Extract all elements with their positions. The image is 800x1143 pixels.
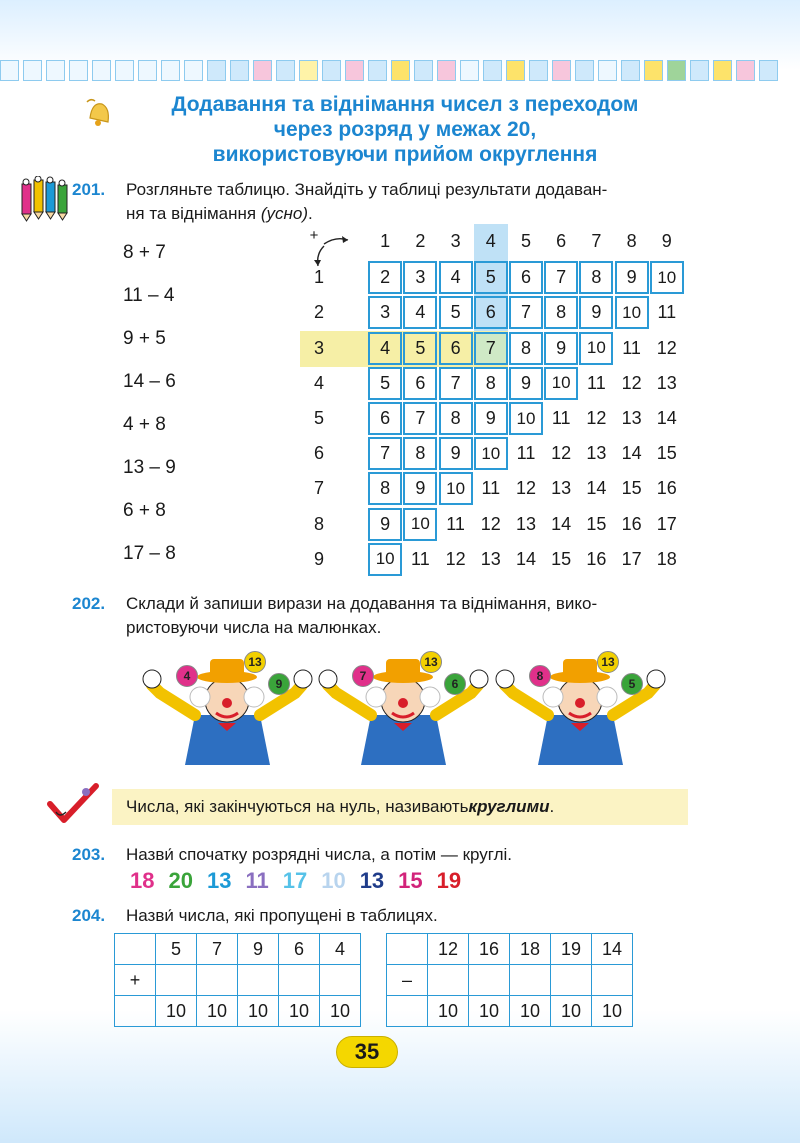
- table-cell: 15: [586, 513, 607, 534]
- table-cell: [156, 965, 197, 996]
- table-cell: 7: [474, 332, 508, 365]
- table-cell: 8: [368, 472, 402, 505]
- strip-square: [276, 60, 295, 81]
- table-cell: 10: [428, 996, 469, 1027]
- clown-figure: [140, 645, 315, 765]
- strip-square: [437, 60, 456, 81]
- table-cell: 9: [238, 934, 279, 965]
- table-cell: [469, 965, 510, 996]
- table-cell: 9: [615, 261, 649, 294]
- colored-numbers: [130, 868, 461, 894]
- title-line-3: використовуючи прийом округлення: [212, 143, 598, 166]
- strip-square: [253, 60, 272, 81]
- table-cell: 10: [156, 996, 197, 1027]
- strip-square: [460, 60, 479, 81]
- clown-figure: [493, 645, 668, 765]
- table-cell: 13: [480, 548, 501, 569]
- strip-square: [759, 60, 778, 81]
- table-cell: 10: [510, 996, 551, 1027]
- table-cell: 5: [156, 934, 197, 965]
- table-cell: 12: [515, 478, 537, 499]
- strip-square: [299, 60, 318, 81]
- table-cell: 10: [579, 332, 613, 365]
- table-cell: 7: [544, 261, 578, 294]
- table-col-header: 3: [450, 231, 461, 251]
- table-cell: 7: [509, 296, 543, 329]
- table-cell: 8: [439, 402, 473, 435]
- strip-square: [552, 60, 571, 81]
- strip-square: [667, 60, 686, 81]
- top-decorative-strip: [0, 60, 800, 81]
- table-cell: [197, 965, 238, 996]
- table-cell: 10: [403, 508, 437, 541]
- table-cell: 11: [657, 302, 677, 323]
- table-cell: [428, 965, 469, 996]
- table-cell: [510, 965, 551, 996]
- clown-icon: [140, 645, 315, 765]
- table-cell: [551, 965, 592, 996]
- table-cell: 4: [320, 934, 361, 965]
- table-cell: 7: [403, 402, 437, 435]
- colored-number: 15: [398, 868, 423, 893]
- strip-square: [115, 60, 134, 81]
- clown-figure: [316, 645, 491, 765]
- exercise-204-number: 204.: [72, 906, 106, 925]
- strip-square: [69, 60, 88, 81]
- table-cell: 12: [551, 443, 572, 464]
- exercise-203-number: 203.: [72, 845, 106, 864]
- table-cell: 16: [656, 478, 677, 499]
- expression-item: 9 + 5: [123, 328, 166, 349]
- table-cell: 7: [368, 437, 402, 470]
- table-col-header: 5: [520, 231, 531, 251]
- strip-square: [575, 60, 594, 81]
- table-row-label: 6: [313, 443, 324, 464]
- table-cell: 10: [551, 996, 592, 1027]
- table-cell: 12: [586, 408, 607, 428]
- table-cell: 14: [592, 934, 633, 965]
- table-cell: 19: [551, 934, 592, 965]
- colored-number: 17: [282, 868, 308, 893]
- expression-item: 14 – 6: [123, 371, 176, 392]
- table-cell: 10: [439, 472, 473, 505]
- strip-square: [690, 60, 709, 81]
- missing-table-minus: [386, 933, 633, 1027]
- table-cell: 6: [403, 367, 437, 400]
- page-number: 35: [336, 1036, 398, 1068]
- table-cell: 13: [621, 408, 642, 428]
- plus-sign: +: [309, 226, 319, 244]
- table-cell: [592, 965, 633, 996]
- table-col-header: 2: [415, 231, 426, 251]
- table-cell: 15: [621, 478, 642, 499]
- table-cell: 4: [403, 296, 437, 329]
- table-cell: 4: [439, 261, 473, 294]
- strip-square: [736, 60, 755, 81]
- table-sign-cell: +: [115, 965, 156, 996]
- table-cell: 9: [474, 402, 508, 435]
- strip-square: [391, 60, 410, 81]
- checkmark-icon: [46, 782, 102, 826]
- expression-item: 6 + 8: [123, 500, 166, 521]
- table-cell: 12: [621, 372, 642, 393]
- table-cell: [115, 996, 156, 1027]
- table-cell: 18: [510, 934, 551, 965]
- table-cell: 10: [238, 996, 279, 1027]
- clown-ball: 6: [444, 673, 466, 695]
- table-cell: 6: [368, 402, 402, 435]
- title-line-1: Додавання та віднімання чисел з переходом: [171, 93, 639, 116]
- table-cell: 5: [439, 296, 473, 329]
- table-cell: 5: [368, 367, 402, 400]
- table-cell: 9: [544, 332, 578, 365]
- table-cell: 9: [403, 472, 437, 505]
- table-col-header: 7: [591, 231, 602, 251]
- colored-number: 19: [436, 868, 462, 893]
- table-row-label: 3: [313, 337, 324, 358]
- strip-square: [483, 60, 502, 81]
- strip-square: [0, 60, 19, 81]
- table-cell: 13: [586, 443, 607, 464]
- table-row-label: 5: [313, 408, 324, 428]
- addition-table: [300, 226, 677, 578]
- table-cell: [387, 996, 428, 1027]
- table-cell: 9: [579, 296, 613, 329]
- clown-icon: [316, 645, 491, 765]
- colored-number: 13: [206, 868, 232, 893]
- table-cell: [238, 965, 279, 996]
- table-cell: 8: [474, 367, 508, 400]
- table-cell: 11: [551, 408, 571, 428]
- table-cell: 17: [656, 513, 677, 534]
- strip-square: [184, 60, 203, 81]
- table-sign-cell: –: [387, 965, 428, 996]
- rule-bold: круглими: [468, 797, 550, 816]
- strip-square: [368, 60, 387, 81]
- table-cell: 6: [439, 332, 473, 365]
- exercise-202-line-2: ристовуючи числа на малюнках.: [126, 618, 382, 637]
- exercise-201-text: [126, 178, 706, 226]
- expression-item: 13 – 9: [123, 457, 176, 478]
- expression-item: 11 – 4: [123, 285, 175, 306]
- table-cell: 15: [656, 443, 677, 464]
- strip-square: [92, 60, 111, 81]
- table-row-label: 7: [313, 478, 324, 499]
- table-cell: 14: [656, 408, 677, 428]
- exercise-202-number: 202.: [72, 594, 106, 613]
- expression-item: 17 – 8: [123, 543, 176, 564]
- table-cell: 5: [403, 332, 437, 365]
- exercise-203-text: Назви́ спочатку розрядні числа, а потім — круглі.: [126, 845, 513, 864]
- table-cell: [387, 934, 428, 965]
- clown-ball: 13: [597, 651, 619, 673]
- strip-square: [345, 60, 364, 81]
- clown-ball: 13: [420, 651, 442, 673]
- table-row-label: 4: [313, 372, 324, 393]
- exercise-201-line-2-text: ня та віднімання: [126, 204, 257, 223]
- table-row-label: 2: [313, 302, 324, 323]
- table-cell: 8: [403, 437, 437, 470]
- table-cell: 10: [544, 367, 578, 400]
- clown-ball: 8: [529, 665, 551, 687]
- table-cell: 10: [368, 543, 402, 576]
- strip-square: [230, 60, 249, 81]
- table-cell: 14: [515, 548, 537, 569]
- missing-table-plus: [114, 933, 361, 1027]
- clown-ball: 7: [352, 665, 374, 687]
- table-cell: 11: [516, 443, 536, 464]
- table-cell: 6: [474, 296, 508, 329]
- table-cell: 14: [621, 443, 642, 464]
- rule-box: [112, 789, 688, 825]
- table-cell: 11: [481, 478, 501, 499]
- table-cell: 10: [197, 996, 238, 1027]
- table-cell: 10: [615, 296, 649, 329]
- exercise-201-line-1: Розгляньте таблицю. Знайдіть у таблиці результати додаван-: [126, 180, 608, 199]
- table-cell: 3: [403, 261, 437, 294]
- table-cell: 12: [480, 513, 501, 534]
- rule-end: .: [549, 797, 555, 816]
- table-cell: 10: [474, 437, 508, 470]
- colored-number: 18: [130, 868, 155, 893]
- table-cell: 15: [551, 548, 572, 569]
- strip-square: [414, 60, 433, 81]
- table-cell: 16: [621, 513, 642, 534]
- exercise-201-number: 201.: [72, 180, 106, 199]
- table-col-header: 6: [556, 231, 567, 251]
- table-cell: 2: [368, 261, 402, 294]
- strip-square: [529, 60, 548, 81]
- strip-square: [138, 60, 157, 81]
- table-cell: 5: [474, 261, 508, 294]
- table-cell: 3: [368, 296, 402, 329]
- table-cell: 9: [368, 508, 402, 541]
- table-col-header: 8: [626, 231, 637, 251]
- table-col-header: 1: [380, 231, 391, 251]
- table-cell: 10: [592, 996, 633, 1027]
- strip-square: [621, 60, 640, 81]
- table-row-label: 9: [313, 548, 324, 569]
- colored-number: 11: [245, 868, 269, 893]
- table-cell: 18: [656, 548, 677, 569]
- exercise-201-italic: (усно): [260, 204, 308, 223]
- table-cell: 10: [469, 996, 510, 1027]
- colored-number: 13: [359, 868, 385, 893]
- strip-square: [506, 60, 525, 81]
- table-cell: 10: [650, 261, 684, 294]
- table-cell: 11: [411, 548, 430, 569]
- strip-square: [322, 60, 341, 81]
- table-col-header: 9: [661, 231, 672, 251]
- table-cell: 10: [509, 402, 543, 435]
- table-cell: 14: [551, 513, 572, 534]
- table-cell: 16: [469, 934, 510, 965]
- table-cell: 8: [544, 296, 578, 329]
- table-cell: 13: [515, 513, 537, 534]
- table-cell: 6: [279, 934, 320, 965]
- table-cell: 8: [509, 332, 543, 365]
- colored-number: 10: [321, 868, 346, 893]
- table-cell: 12: [428, 934, 469, 965]
- clown-ball: 13: [244, 651, 266, 673]
- table-cell: 6: [509, 261, 543, 294]
- strip-square: [598, 60, 617, 81]
- strip-square: [713, 60, 732, 81]
- table-cell: [115, 934, 156, 965]
- strip-square: [23, 60, 42, 81]
- table-row-label: 1: [313, 267, 324, 288]
- pencils-icon: [18, 176, 70, 222]
- expression-item: 8 + 7: [123, 242, 166, 263]
- exercise-204-text: Назви́ числа, які пропущені в таблицях.: [126, 906, 438, 925]
- table-cell: [279, 965, 320, 996]
- expression-item: 4 + 8: [123, 414, 166, 435]
- exercise-202-text: [126, 592, 706, 640]
- table-col-header: 4: [485, 231, 496, 251]
- table-cell: 12: [445, 548, 466, 569]
- table-cell: 4: [368, 332, 402, 365]
- table-cell: 16: [586, 548, 607, 569]
- table-cell: 13: [551, 478, 572, 499]
- table-cell: 11: [622, 337, 641, 358]
- colored-number: 20: [168, 868, 193, 893]
- exercise-201-end: .: [307, 204, 313, 223]
- strip-square: [161, 60, 180, 81]
- table-cell: 9: [509, 367, 543, 400]
- table-cell: 10: [320, 996, 361, 1027]
- strip-square: [644, 60, 663, 81]
- table-cell: 12: [656, 337, 677, 358]
- table-cell: 7: [439, 367, 473, 400]
- table-cell: 7: [197, 934, 238, 965]
- table-cell: 10: [279, 996, 320, 1027]
- table-cell: 8: [579, 261, 613, 294]
- table-cell: [320, 965, 361, 996]
- table-cell: 13: [656, 372, 677, 393]
- clown-ball: 4: [176, 665, 198, 687]
- clown-icon: [493, 645, 668, 765]
- title-line-2: через розряд у межах 20,: [273, 118, 537, 141]
- page-title: [60, 92, 750, 167]
- table-cell: 11: [446, 513, 465, 534]
- exercise-202-line-1: Склади й запиши вирази на додавання та віднімання, вико-: [126, 594, 598, 613]
- table-cell: 11: [587, 372, 606, 393]
- rule-text: Числа, які закінчуються на нуль, називають: [126, 797, 469, 816]
- table-cell: 17: [621, 548, 642, 569]
- exercise-201-line-2: [126, 202, 706, 226]
- table-cell: 9: [439, 437, 473, 470]
- strip-square: [207, 60, 226, 81]
- strip-square: [46, 60, 65, 81]
- table-row-label: 8: [313, 513, 324, 534]
- clown-ball: 5: [621, 673, 643, 695]
- table-cell: 14: [586, 478, 607, 499]
- clown-ball: 9: [268, 673, 290, 695]
